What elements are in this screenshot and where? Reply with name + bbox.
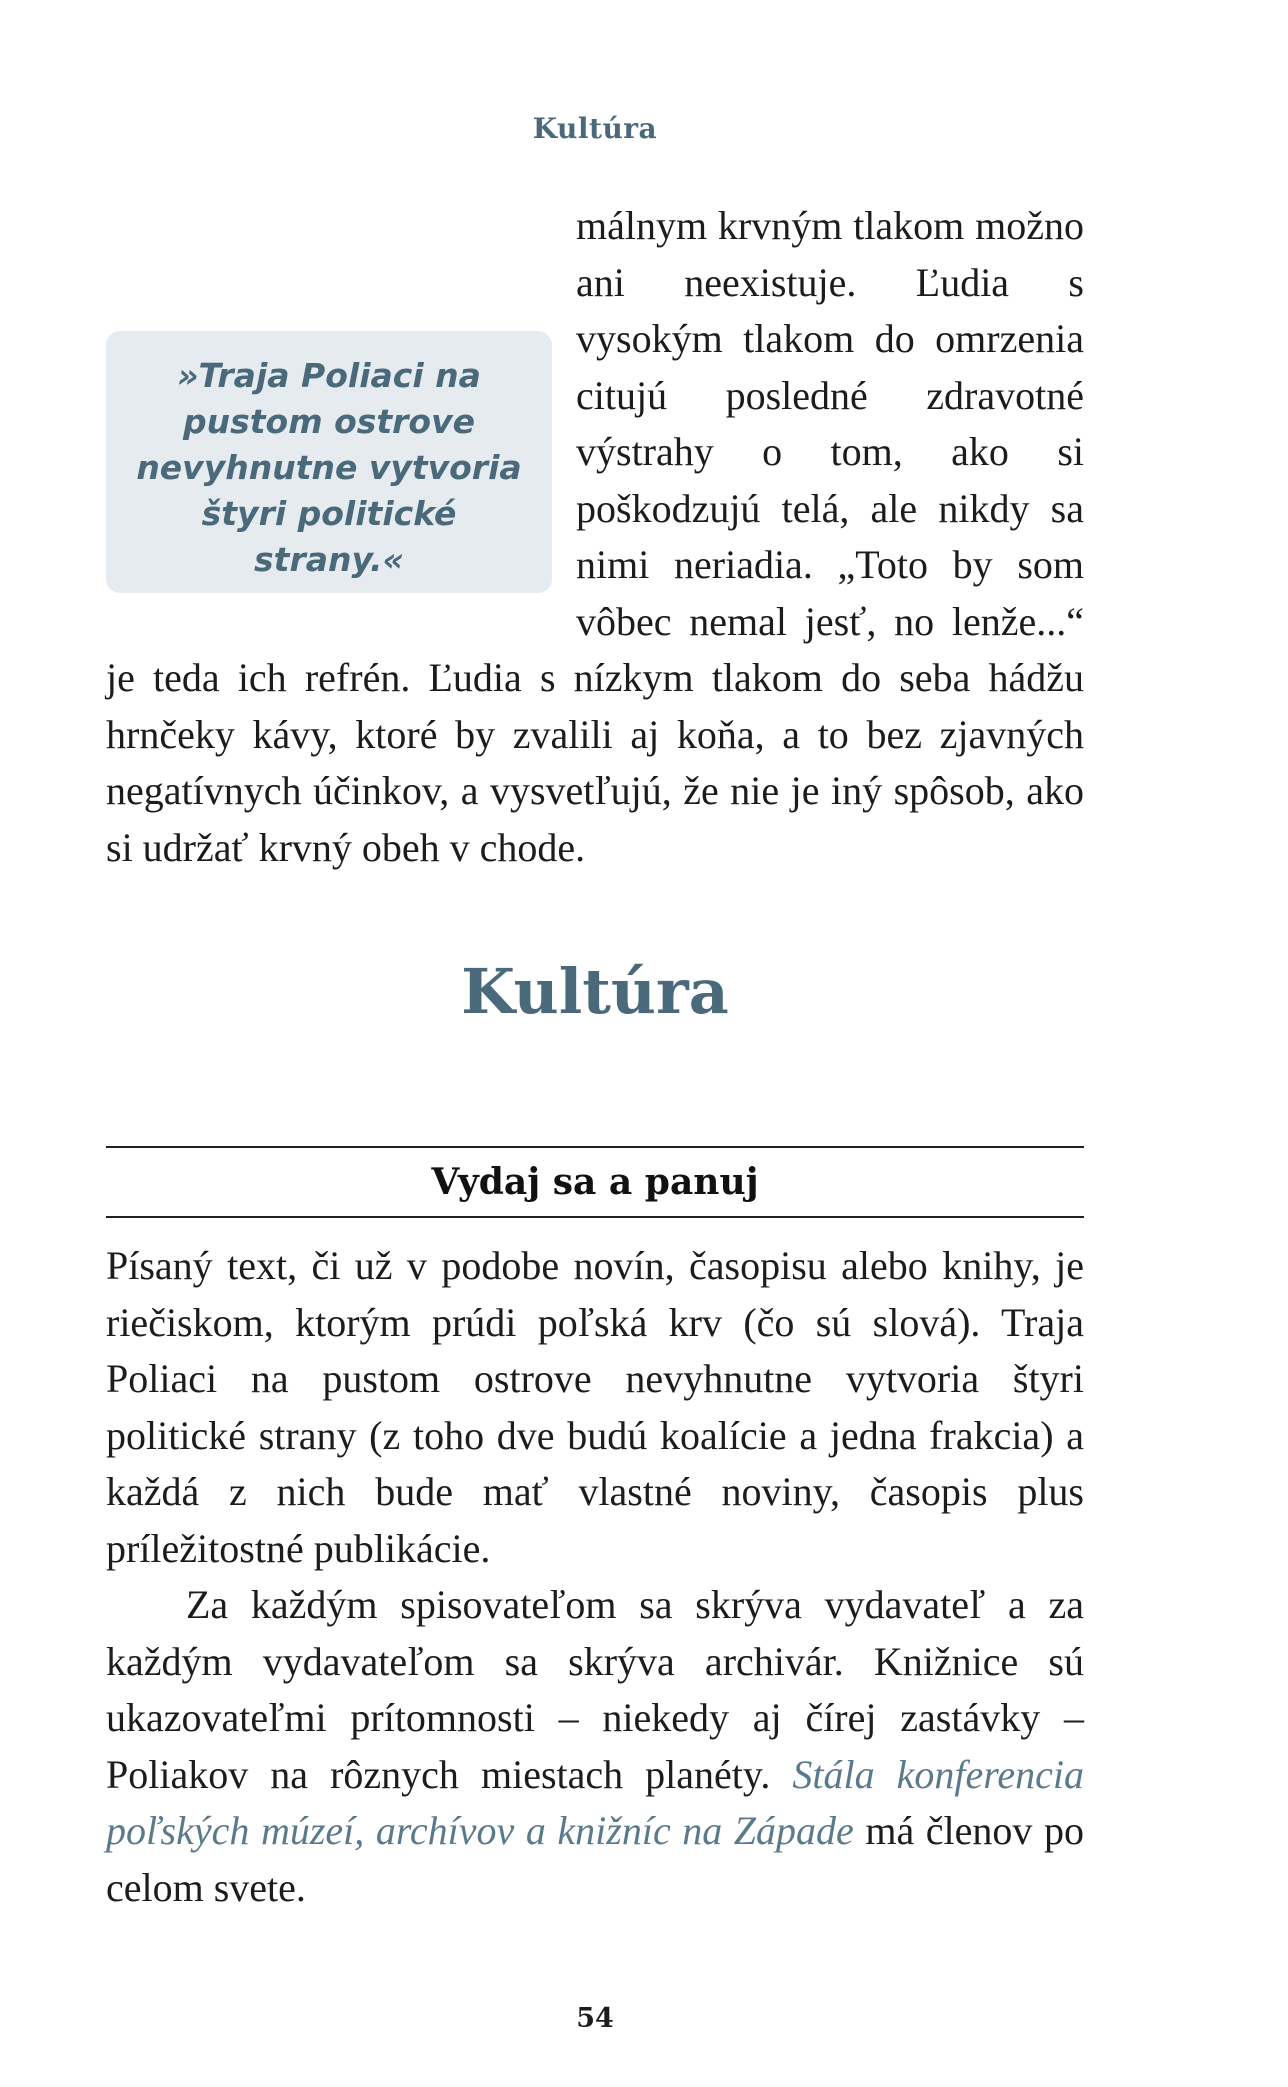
paragraph-written-text: Písaný text, či už v podobe novín, časopisu alebo knihy, je riečiskom, ktorým prúdi poľská krv (čo sú slová). Traja Poliaci na pustom ostrove nevyhnutne vytvoria štyri politické strany (z toho dve budú koalície a jedna frakcia) a každá z nich bude mať vlastné noviny, časopis plus príležitostné publikácie.	[106, 1243, 1084, 1571]
body-text-bottom	[106, 1238, 1084, 1916]
running-head: Kultúra	[532, 112, 658, 145]
paragraph-publishers-end: má členov po celom svete.	[106, 1808, 1084, 1910]
subheading: Vydaj sa a panuj	[106, 1146, 1084, 1218]
paragraph-publishers	[106, 1577, 1084, 1916]
conference-reference: Stála konferencia poľských múzeí, archívov a knižníc na Západe	[106, 1751, 1084, 1853]
pull-quote: »Traja Poliaci na pustom ostrove nevyhnutne vytvoria štyri politické strany.«	[106, 331, 552, 593]
paragraph-publishers-start: Za každým spisovateľom sa skrýva vydavateľ a za každým vydavateľom sa skrýva archivár. Knižnice sú ukazovateľmi prítomnosti – niekedy aj čírej zastávky – Poliakov na rôznych miestach planéty.	[106, 1582, 1084, 1797]
paragraph-blood-pressure: málnym krvným tlakom možno ani neexistuje. Ľudia s vysokým tlakom do omrzenia citujú posledné zdravotné výstrahy o tom, ako si poškodzujú telá, ale nikdy sa nimi neriadia. „Toto by som vôbec nemal jesť, no lenže...“ je teda ich refrén. Ľudia s nízkym tlakom do seba hádžu hrnčeky kávy, ktoré by zvalili aj koňa, a to bez zjavných negatívnych účinkov, a vysvetľujú, že nie je iný spôsob, ako si udržať krvný obeh v chode.	[106, 203, 1084, 870]
body-text-top	[106, 198, 1084, 876]
section-title: Kultúra	[461, 955, 729, 1028]
page-number: 54	[576, 2003, 614, 2034]
